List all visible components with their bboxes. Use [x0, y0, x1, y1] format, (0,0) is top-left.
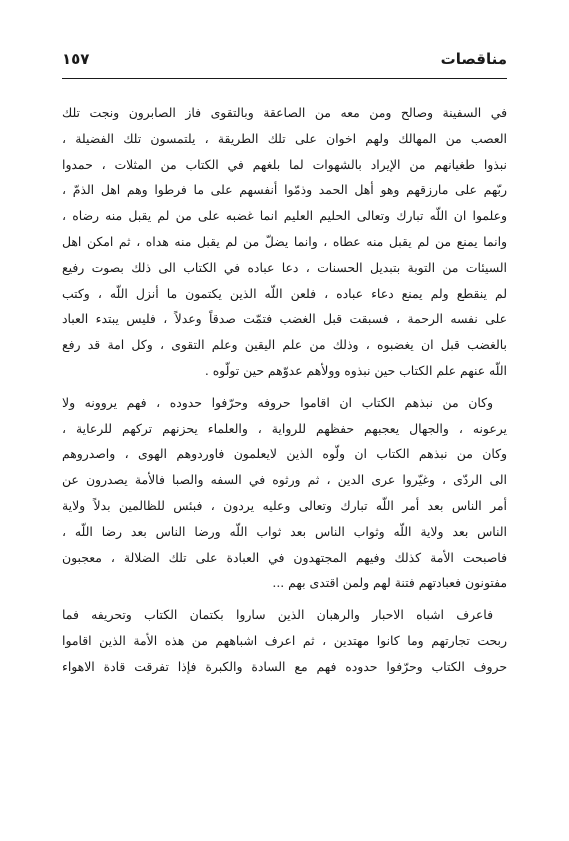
- text-line: ربحت تجارتهم وما كانوا مهتدين ، ثم اعرف اشباههم من هذه الأمة الذين اقاموا: [62, 632, 507, 648]
- body-text: [62, 100, 507, 686]
- text-line: حروف الكتاب وحرّفوا حدوده فهم مع السادة والكبرة فإذا تفرقت قادة الاهواء: [62, 658, 507, 674]
- text-line: اللّه عنهم علم الكتاب حين نبذوه وولأهم عدوّهم حين تولّوه .: [204, 362, 507, 378]
- text-line: السيئات من التوبة بتبديل الحسنات ، دعا عباده في الكتاب الى ذلك بصوت رفيع: [62, 259, 507, 275]
- text-line: وعلموا ان اللّه تبارك وتعالى الحليم العليم انما غضبه على من لم يقبل منه رضاه ،: [62, 208, 507, 224]
- text-line: على نفسه الرحمة ، فسبقت قبل الغضب فتمّت صدقاً وعدلاً ، فليس يبتدء العباد: [62, 311, 507, 327]
- text-line: مفتونون فعبادتهم فتنة لهم ولمن اقتدى بهم ...: [272, 575, 507, 591]
- text-line: العصب من المهالك ولهم اخوان على تلك الطريقة ، يلتمسون تلك الفضيلة ،: [62, 130, 507, 146]
- text-line: وكان من نبذهم الكتاب ان ولّوه الذين لايعلمون فاوردوهم الهوى ، واصدروهم: [62, 446, 507, 462]
- text-line: يرعونه ، والجهال يعجبهم حفظهم للرواية ، والعلماء يحزنهم تركهم للرعاية ،: [62, 420, 507, 436]
- paragraph: [62, 390, 507, 596]
- text-line: ربّهم على مارزقهم وهو أهل الحمد وذمّوا أنفسهم على ما فرطوا وهم اهل الذمّ ،: [62, 182, 507, 198]
- text-line: نبذوا طغيانهم من الإيراد بالشهوات لما بلغهم في الكتاب من المثلات ، حمدوا: [62, 156, 507, 172]
- text-line: الناس بعد ولاية اللّه وثواب الناس بعد ثواب اللّه ورضا الناس بعد رضا اللّه ،: [62, 523, 507, 539]
- page-header: [62, 44, 507, 79]
- paragraph: [62, 100, 507, 384]
- text-line: في السفينة وصالح ومن معه من الصاعقة وبالتقوى فاز الصابرون ونجت تلك: [62, 105, 507, 120]
- running-title: مناقصات: [440, 50, 507, 68]
- text-line: وكان من نبذهم الكتاب ان اقاموا حروفه وحرّفوا حدوده ، فهم يروونه ولا: [62, 394, 493, 410]
- page-number: ١٥٧: [62, 50, 90, 68]
- text-line: الى الردّى ، وغيّروا عرى الدين ، ثم ورثوه في السفه والصبا فالأمة يصدرون عن: [62, 472, 507, 488]
- paragraph: [62, 602, 507, 679]
- text-line: وانما يمنع من لم يقبل منه عطاه ، وانما يضلّ من لم يقبل منه هداه ، ثم امكن اهل: [62, 233, 507, 249]
- text-line: فاعرف اشباه الاحبار والرهبان الذين ساروا بكتمان الكتاب وتحريفه فما: [62, 607, 493, 623]
- text-line: فاصبحت الأمة كذلك وفيهم المجتهدون في العبادة على تلك الضلالة ، معجبون: [62, 549, 507, 565]
- text-line: بالغضب قبل ان يغضبوه ، وذلك من علم اليقين وعلم التقوى ، وكل امة قد رفع: [62, 337, 507, 353]
- text-line: أمر الناس بعد أمر اللّه تبارك وتعالى وعليه يردون ، فبئس للظالمين بدلاً ولاية: [62, 497, 507, 513]
- text-line: لم ينقطع ولم يمنع دعاء عباده ، فلعن اللّه الذين يكتمون ما أنزل اللّه ، وكتب: [62, 285, 507, 301]
